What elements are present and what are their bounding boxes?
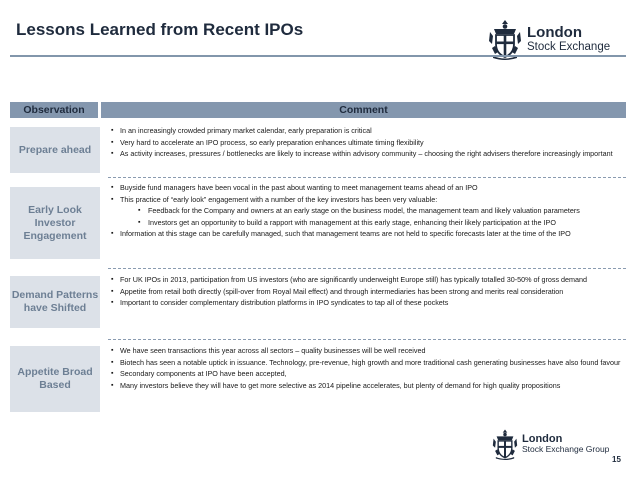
comment-bullet: ▪ Information at this stage can be carefully managed, such that management teams are not held to specific forecasts later at the time of the IPO — [108, 228, 624, 240]
row-separator — [108, 268, 626, 269]
observation-demand-patterns: Demand Patterns have Shifted — [10, 276, 100, 328]
header-comment: Comment — [101, 102, 626, 118]
comment-bullet: ▪ This practice of “early look” engagement with a number of the key investors has been very valuable: — [108, 194, 624, 206]
comments-prepare-ahead — [108, 125, 624, 160]
logo-bottom-line1: London — [522, 432, 563, 445]
title-rule — [10, 55, 626, 57]
comment-bullet: ▪ Very hard to accelerate an IPO process, so early preparation enhances ultimate timing flexibility — [108, 137, 624, 149]
logo-top-line1: London — [527, 24, 582, 42]
observation-appetite-broad: Appetite Broad Based — [10, 346, 100, 412]
logo-top-line2: Stock Exchange — [527, 40, 611, 53]
comment-bullet: ▪ Appetite from retail both directly (spill-over from Royal Mail effect) and through intermediaries has been strong and merits real consideration — [108, 286, 624, 298]
page-title: Lessons Learned from Recent IPOs — [16, 20, 304, 39]
comment-bullet: ▪ As activity increases, pressures / bottlenecks are likely to increase within advisory community – choosing the right advisers therefore increasingly important — [108, 148, 624, 160]
comment-sub-bullet: ▪ Investors get an opportunity to build a rapport with management at this early stage, enhancing their likely participation at the IPO — [108, 217, 624, 229]
logo-bottom-line2: Stock Exchange Group — [522, 444, 610, 455]
row-separator — [108, 177, 626, 178]
comment-bullet: ▪ Many investors believe they will have to get more selective as 2014 pipeline accelerates, but plenty of demand for high quality propositions — [108, 380, 624, 392]
lse-crest-icon — [492, 428, 518, 460]
lse-logo-top — [488, 18, 610, 60]
comment-bullet: ▪ Secondary components at IPO have been accepted, — [108, 368, 624, 380]
comment-bullet: ▪ Biotech has seen a notable uptick in issuance. Technology, pre-revenue, high growth and more traditional cash generating businesses have also found favour — [108, 357, 624, 369]
observation-early-look: Early Look Investor Engagement — [10, 187, 100, 259]
observation-prepare-ahead: Prepare ahead — [10, 127, 100, 173]
lse-crest-icon — [488, 18, 522, 60]
comment-bullet: ▪ In an increasingly crowded primary market calendar, early preparation is critical — [108, 125, 624, 137]
comment-sub-bullet: ▪ Feedback for the Company and owners at an early stage on the business model, the management team and likely valuation parameters — [108, 205, 624, 217]
comments-appetite-broad — [108, 345, 624, 391]
comments-early-look — [108, 182, 624, 240]
comment-bullet: ▪ For UK IPOs in 2013, participation from US investors (who are significantly underweight Europe still) has typically totalled 30-50% of gross demand — [108, 274, 624, 286]
comments-demand-patterns — [108, 274, 624, 309]
lse-logo-bottom — [492, 428, 609, 460]
comment-bullet: ▪ We have seen transactions this year across all sectors – quality businesses will be well received — [108, 345, 624, 357]
comment-bullet: ▪ Buyside fund managers have been vocal in the past about wanting to meet management teams ahead of an IPO — [108, 182, 624, 194]
header-observation: Observation — [10, 102, 98, 118]
row-separator — [108, 339, 626, 340]
page-number: 15 — [612, 455, 621, 464]
comment-bullet: ▪ Important to consider complementary distribution platforms in IPO syndicates to tap all of these pockets — [108, 297, 624, 309]
